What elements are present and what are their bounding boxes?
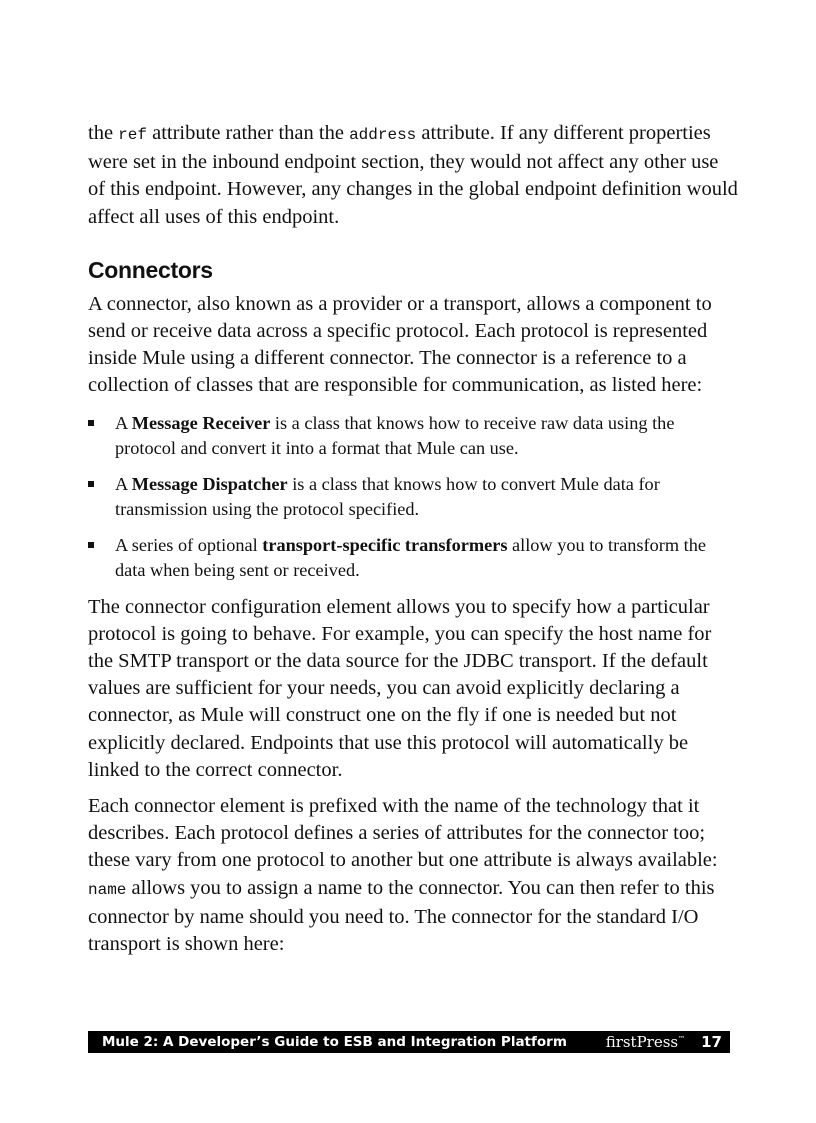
footer-brand-logo (606, 1033, 685, 1051)
footer-book-title: Mule 2: A Developer’s Guide to ESB and Integration Platform (102, 1034, 567, 1050)
code-name: name (88, 880, 127, 899)
bold-term: Message Receiver (131, 412, 271, 433)
text-segment: allows you to assign a name to the connector. You can then refer to this connector by name should you need to. The connector for the standard I/O transport is shown here: (88, 876, 715, 956)
bold-term: transport-specific transformers (262, 534, 508, 555)
text-segment: A (115, 473, 132, 494)
paragraph-endpoint-ref (88, 120, 738, 231)
bullet-item-transformers (88, 533, 738, 583)
code-ref: ref (118, 126, 147, 144)
text-segment: A (115, 412, 132, 433)
trademark-mark: ™ (678, 1035, 686, 1043)
text-segment: A series of optional (115, 534, 263, 555)
page-number: 17 (701, 1033, 722, 1051)
bullet-item-message-dispatcher (88, 472, 738, 522)
bullet-list (88, 411, 738, 583)
text-segment: attribute. If any different properties were set in the inbound endpoint section, they would not affect any other use of this endpoint. However, any changes in the global endpoint definition would affect all uses of this endpoint. (88, 122, 738, 228)
square-bullet-icon (88, 542, 94, 548)
paragraph-connector-prefix (88, 793, 738, 958)
text-segment: allow you to transform the data when being sent or received. (115, 534, 706, 580)
code-address: address (349, 126, 417, 144)
bullet-item-message-receiver (88, 411, 738, 461)
page-content (88, 120, 738, 958)
paragraph-connector-intro: A connector, also known as a provider or a transport, allows a component to send or receive data across a specific protocol. Each protocol is represented inside Mule using a different connector. The connector is a reference to a collection of classes that are responsible for communication, as listed here: (88, 292, 712, 397)
paragraph-connector-config: The connector configuration element allows you to specify how a particular protocol is going to behave. For example, you can specify the host name for the SMTP transport or the data source for the JDBC transport. If the default values are sufficient for your needs, you can avoid explicitly declaring a connector, as Mule will construct one on the fly if one is needed but not explicitly declared. Endpoints that use this protocol will automatically be linked to the correct connector. (88, 595, 712, 781)
text-segment: attribute rather than the (146, 122, 350, 144)
section-heading: Connectors (88, 256, 213, 283)
text-segment: is a class that knows how to convert Mule data for transmission using the protocol specified. (115, 473, 660, 519)
bold-term: Message Dispatcher (131, 473, 288, 494)
text-segment: is a class that knows how to receive raw data using the protocol and convert it into a format that Mule can use. (115, 412, 675, 458)
text-segment: Each connector element is prefixed with the name of the technology that it describes. Each protocol defines a series of attributes for the connector too; these vary from one protocol to another but one attribute is always available: (88, 795, 718, 872)
brand-name: firstPress (605, 1033, 679, 1051)
page-footer (88, 1031, 730, 1053)
text-segment: the (88, 122, 119, 144)
square-bullet-icon (88, 481, 94, 487)
square-bullet-icon (88, 420, 94, 426)
